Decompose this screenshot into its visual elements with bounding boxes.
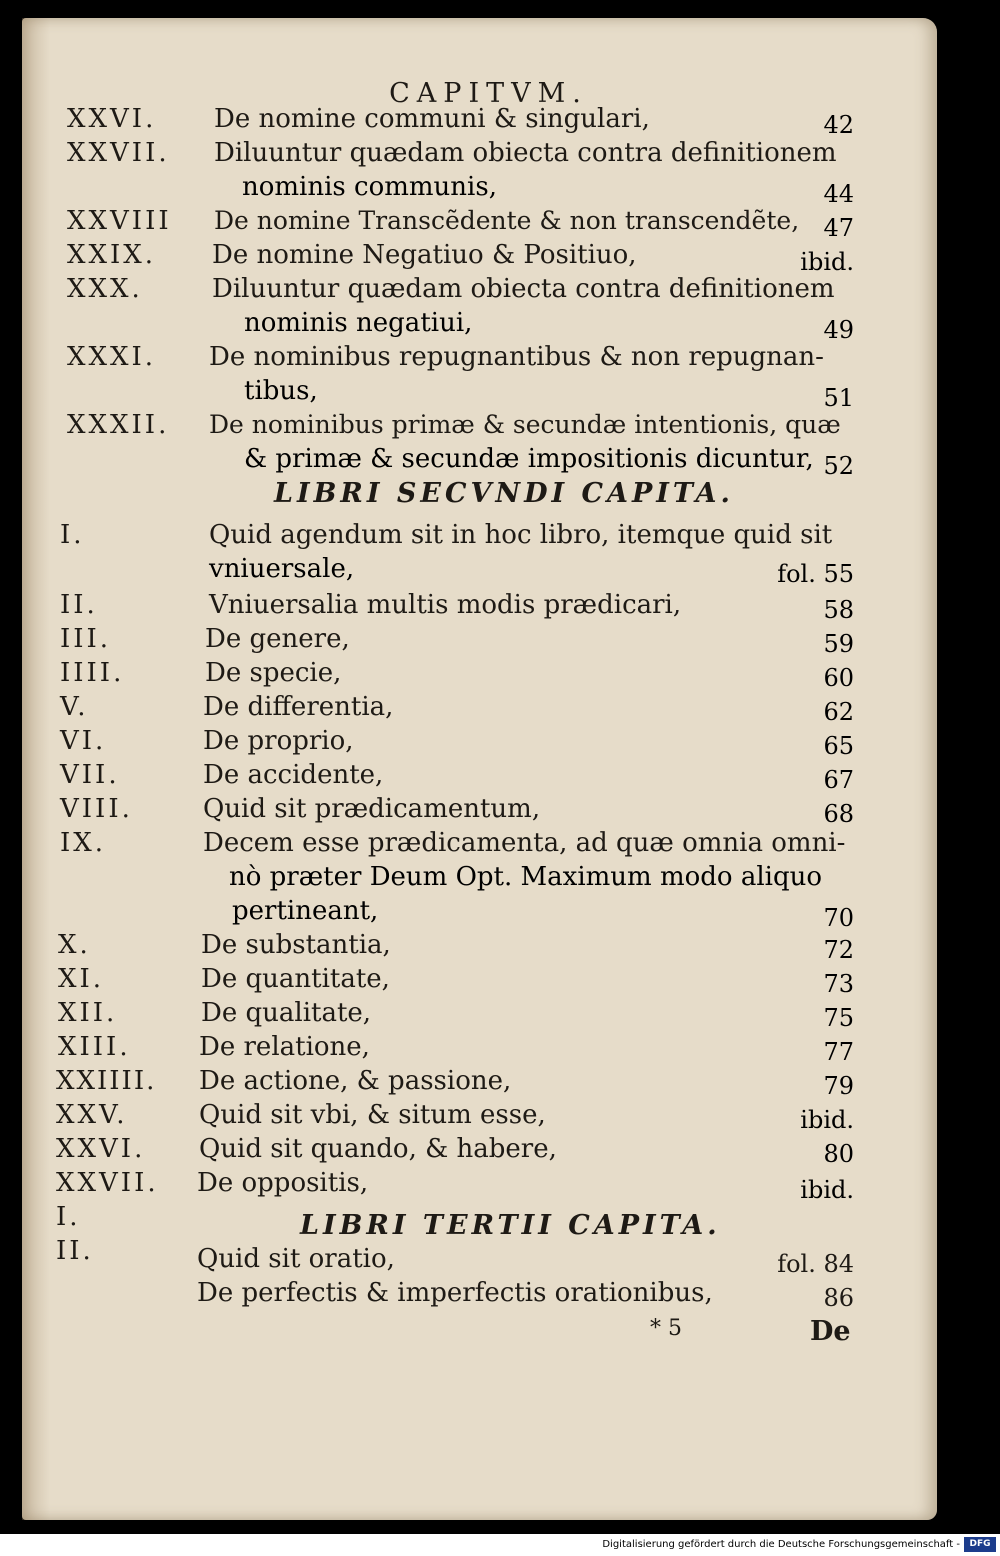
page-ref: 86: [823, 1284, 854, 1312]
page-ref: 75: [823, 1004, 854, 1032]
chapter-number: XIII.: [58, 1032, 131, 1062]
chapter-title: Quid sit quando, & habere,: [199, 1134, 557, 1164]
chapter-number: XII.: [58, 998, 118, 1028]
chapter-title: De relatione,: [199, 1032, 370, 1062]
chapter-title-continuation: tibus,: [244, 376, 318, 406]
chapter-title: Quid sit vbi, & situm esse,: [199, 1100, 546, 1130]
page-ref: 42: [823, 111, 854, 139]
page-ref: fol. 55: [777, 560, 854, 588]
chapter-number: XXVII.: [56, 1168, 159, 1198]
page-ref: 65: [823, 732, 854, 760]
page-ref: 58: [823, 596, 854, 624]
page-ref: 79: [823, 1072, 854, 1100]
chapter-title: De nominibus repugnantibus & non repugnan-: [209, 342, 824, 372]
chapter-number: XXVI.: [67, 104, 157, 134]
chapter-title: De oppositis,: [197, 1168, 369, 1198]
page-ref: 59: [823, 630, 854, 658]
chapter-title: De genere,: [205, 624, 350, 654]
chapter-number: XXXII.: [67, 410, 170, 440]
chapter-title: De qualitate,: [201, 998, 372, 1028]
page-ref: 60: [823, 664, 854, 692]
chapter-title-continuation: & primæ & secundæ impositionis dicuntur,: [244, 444, 814, 474]
chapter-title: Diluuntur quædam obiecta contra definitionem: [214, 138, 837, 168]
running-head: CAPITVM.: [389, 78, 588, 109]
chapter-title: Quid sit oratio,: [197, 1244, 395, 1274]
chapter-title: De proprio,: [203, 726, 354, 756]
table-of-contents: [22, 18, 937, 1520]
page-ref: 49: [823, 316, 854, 344]
chapter-number: XXVIII: [67, 206, 172, 236]
chapter-number: XXV.: [56, 1100, 128, 1130]
page-ref: 62: [823, 698, 854, 726]
page-ref: 67: [823, 766, 854, 794]
chapter-title: De actione, & passione,: [199, 1066, 512, 1096]
chapter-title-continuation: nominis negatiui,: [244, 308, 473, 338]
digitization-footer: [0, 1534, 1000, 1556]
section-heading-book-3: LIBRI TERTII CAPITA.: [300, 1210, 721, 1241]
chapter-title: De substantia,: [201, 930, 391, 960]
chapter-number: IIII.: [60, 658, 125, 688]
chapter-title: Quid agendum sit in hoc libro, itemque quid sit: [209, 520, 833, 550]
book-page: [22, 18, 937, 1520]
chapter-title: De nomine communi & singulari,: [214, 104, 650, 134]
chapter-title: De nomine Negatiuo & Positiuo,: [212, 240, 637, 270]
chapter-number: XXVI.: [56, 1134, 146, 1164]
chapter-number: V.: [60, 692, 89, 722]
chapter-title: De nominibus primæ & secundæ intentionis, quæ: [209, 410, 841, 439]
chapter-number: II.: [60, 590, 98, 620]
chapter-number: XXVII.: [67, 138, 170, 168]
section-heading-book-2: LIBRI SECVNDI CAPITA.: [274, 478, 734, 509]
page-ref: 51: [823, 384, 854, 412]
chapter-number: XXX.: [67, 274, 143, 304]
chapter-title: De quantitate,: [201, 964, 390, 994]
chapter-number: II.: [56, 1236, 94, 1266]
page-ref: 44: [823, 180, 854, 208]
page-ref: 72: [823, 936, 854, 964]
chapter-number: VI.: [60, 726, 107, 756]
chapter-number: XXIX.: [67, 240, 157, 270]
chapter-title: De nomine Transcẽdente & non transcendẽte,: [214, 206, 800, 235]
chapter-title: De accidente,: [203, 760, 384, 790]
page-ref: ibid.: [800, 1176, 854, 1204]
chapter-number: X.: [58, 930, 91, 960]
chapter-title: De specie,: [205, 658, 342, 688]
chapter-title: Vniuersalia multis modis prædicari,: [209, 590, 682, 620]
page-ref: 77: [823, 1038, 854, 1066]
chapter-number: VII.: [60, 760, 120, 790]
chapter-number: IX.: [60, 828, 107, 858]
page-ref: fol. 84: [777, 1250, 854, 1278]
chapter-number: III.: [60, 624, 112, 654]
chapter-number: I.: [56, 1202, 81, 1232]
page-ref: 80: [823, 1140, 854, 1168]
chapter-title: Quid sit prædicamentum,: [203, 794, 541, 824]
chapter-number: I.: [60, 520, 85, 550]
dfg-logo: DFG: [964, 1537, 996, 1552]
chapter-title-continuation: vniuersale,: [209, 554, 355, 584]
catchword: De: [810, 1316, 851, 1347]
signature-mark: * 5: [650, 1316, 682, 1341]
chapter-title-continuation: nominis communis,: [242, 172, 497, 202]
chapter-number: XXXI.: [67, 342, 157, 372]
chapter-number: XXIIII.: [56, 1066, 157, 1096]
page-ref: 68: [823, 800, 854, 828]
footer-credit-text: Digitalisierung gefördert durch die Deutsche Forschungsgemeinschaft -: [602, 1539, 960, 1550]
chapter-title-continuation: nò præter Deum Opt. Maximum modo aliquo: [229, 862, 822, 892]
page-ref: ibid.: [800, 248, 854, 276]
page-ref: 52: [823, 452, 854, 480]
chapter-number: VIII.: [60, 794, 133, 824]
chapter-title: Decem esse prædicamenta, ad quæ omnia omni-: [203, 828, 846, 858]
page-ref: 73: [823, 970, 854, 998]
chapter-title: De differentia,: [203, 692, 394, 722]
page-ref: ibid.: [800, 1106, 854, 1134]
chapter-number: XI.: [58, 964, 105, 994]
chapter-title-continuation: pertineant,: [232, 896, 379, 926]
chapter-title: De perfectis & imperfectis orationibus,: [197, 1278, 713, 1308]
page-ref: 47: [823, 214, 854, 242]
chapter-title: Diluuntur quædam obiecta contra definitionem: [212, 274, 835, 304]
page-ref: 70: [823, 904, 854, 932]
